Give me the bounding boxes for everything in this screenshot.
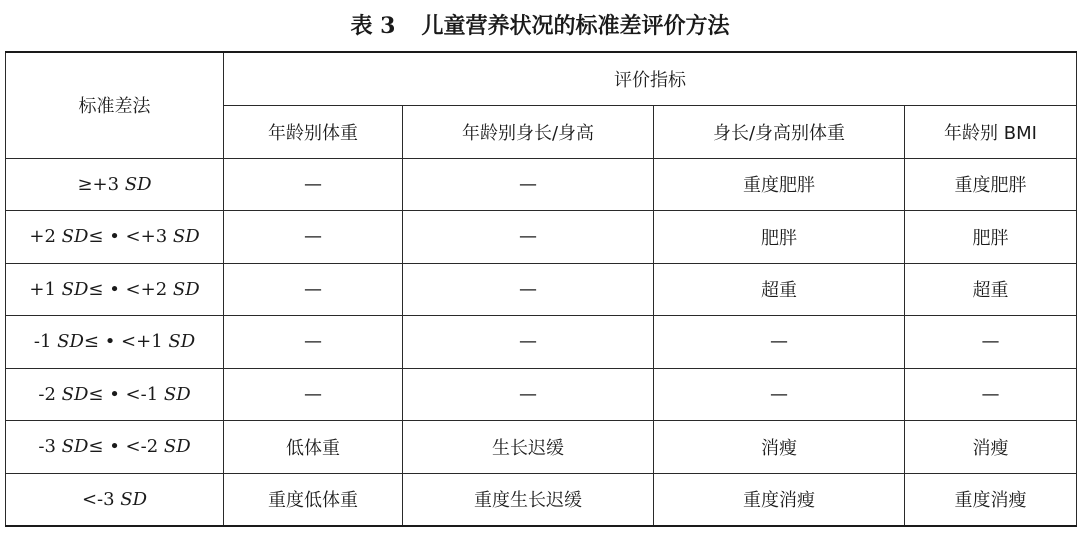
classification-cell: — xyxy=(905,368,1077,421)
classification-cell: 超重 xyxy=(905,263,1077,316)
table-title xyxy=(0,8,1080,45)
sd-evaluation-table xyxy=(5,51,1077,527)
classification-cell: — xyxy=(224,263,403,316)
classification-cell: 重度消瘦 xyxy=(654,473,905,526)
classification-cell: — xyxy=(224,211,403,264)
classification-cell: — xyxy=(654,368,905,421)
header-row-group xyxy=(6,52,1077,105)
sd-range-mid: ≤ • <+1 xyxy=(83,331,169,353)
indicator-group-header-cell: 评价指标 xyxy=(224,52,1077,105)
classification-cell: — xyxy=(905,316,1077,369)
table-row xyxy=(6,211,1077,264)
sd-range-sd1: SD xyxy=(57,331,84,353)
classification-cell: — xyxy=(403,211,654,264)
sd-range-sd1: SD xyxy=(61,278,89,300)
table-row xyxy=(6,263,1077,316)
sd-range-pre: <-3 xyxy=(81,488,121,510)
classification-cell: — xyxy=(654,316,905,369)
sd-range-mid: ≤ • <+2 xyxy=(88,278,173,300)
sd-range-cell xyxy=(6,211,224,264)
sd-range-sd1: SD xyxy=(61,383,89,405)
sd-range-sd2: SD xyxy=(172,278,200,300)
classification-cell: 重度肥胖 xyxy=(905,158,1077,211)
column-header-weight-for-age: 年龄别体重 xyxy=(224,105,403,158)
sd-range-pre: -2 xyxy=(38,383,62,405)
sd-range-mid: ≤ • <-1 xyxy=(88,383,164,405)
sd-range-pre: +1 xyxy=(29,278,62,300)
sd-range-sd1: SD xyxy=(61,436,89,458)
column-header-bmi-for-age: 年龄别 BMI xyxy=(905,105,1077,158)
column-header-height-for-age: 年龄别身长/身高 xyxy=(403,105,654,158)
table-row xyxy=(6,368,1077,421)
classification-cell: 消瘦 xyxy=(654,421,905,474)
sd-range-pre: -3 xyxy=(38,436,62,458)
table-title-text: 儿童营养状况的标准差评价方法 xyxy=(421,14,730,39)
sd-range-pre: -1 xyxy=(33,331,58,353)
classification-cell: — xyxy=(224,368,403,421)
classification-cell: — xyxy=(403,158,654,211)
sd-range-sd1: SD xyxy=(120,488,148,510)
classification-cell: 重度消瘦 xyxy=(905,473,1077,526)
classification-cell: 肥胖 xyxy=(654,211,905,264)
sd-range-mid: ≤ • <-2 xyxy=(88,436,164,458)
sd-range-pre: ≥+3 xyxy=(77,173,125,195)
table-row xyxy=(6,421,1077,474)
table-row xyxy=(6,158,1077,211)
table-row xyxy=(6,316,1077,369)
sd-range-pre: +2 xyxy=(29,226,62,248)
classification-cell: 消瘦 xyxy=(905,421,1077,474)
classification-cell: 重度生长迟缓 xyxy=(403,473,654,526)
classification-cell: 重度肥胖 xyxy=(654,158,905,211)
column-header-weight-for-height: 身长/身高别体重 xyxy=(654,105,905,158)
classification-cell: 重度低体重 xyxy=(224,473,403,526)
sd-range-sd1: SD xyxy=(124,173,152,195)
classification-cell: 生长迟缓 xyxy=(403,421,654,474)
classification-cell: — xyxy=(403,368,654,421)
sd-range-cell xyxy=(6,316,224,369)
table-row xyxy=(6,473,1077,526)
classification-cell: — xyxy=(224,158,403,211)
classification-cell: 肥胖 xyxy=(905,211,1077,264)
classification-cell: 超重 xyxy=(654,263,905,316)
sd-range-cell xyxy=(6,421,224,474)
sd-range-sd2: SD xyxy=(163,436,191,458)
sd-range-sd2: SD xyxy=(172,226,200,248)
table-number: 表 3 xyxy=(350,13,396,39)
sd-range-cell xyxy=(6,263,224,316)
classification-cell: — xyxy=(224,316,403,369)
sd-range-cell xyxy=(6,473,224,526)
sd-range-cell xyxy=(6,158,224,211)
sd-range-sd2: SD xyxy=(163,383,191,405)
classification-cell: — xyxy=(403,263,654,316)
classification-cell: — xyxy=(403,316,654,369)
classification-cell: 低体重 xyxy=(224,421,403,474)
sd-range-cell xyxy=(6,368,224,421)
sd-range-sd1: SD xyxy=(61,226,89,248)
method-header-cell: 标准差法 xyxy=(6,52,224,158)
sd-range-mid: ≤ • <+3 xyxy=(88,226,173,248)
sd-range-sd2: SD xyxy=(168,331,196,353)
